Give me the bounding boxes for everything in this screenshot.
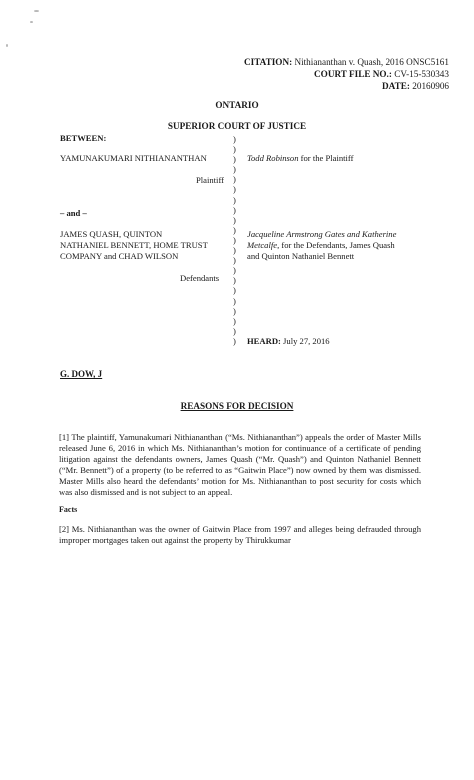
date-label: DATE: (382, 81, 410, 91)
defendant-counsel-rest-2: , for the Defendants, James Quash (277, 240, 395, 250)
parenthesis-mark: ) (233, 315, 236, 326)
parenthesis-mark: ) (233, 295, 236, 306)
paragraph-2: [2] Ms. Nithiananthan was the owner of Gaitwin Place from 1997 and alleges being defrauded through improper mortgages taken out against the property by Thirukkumar (59, 524, 421, 546)
and-separator: – and – (60, 208, 87, 218)
citation-value: Nithiananthan v. Quash, 2016 ONSC5161 (292, 57, 449, 67)
province-heading: ONTARIO (215, 100, 259, 110)
paragraph-1: [1] The plaintiff, Yamunakumari Nithiananthan (“Ms. Nithiananthan”) appeals the order of Master Mills released June 6, 2016 in which Ms. Nithiananthan’s motion for continuance of a certificate of pending litigation against the defendants owners, James Quash (“Mr. Quash”) and Quinton Nathaniel Bennett (“Mr. Bennett”) of a property (to be referred to as “Gaitwin Place”) now owned by them was dismissed. Master Mills also heard the defendants’ motion for Ms. Nithiananthan to post security for costs which was also dismissed and is not subject to an appeal. (59, 432, 421, 498)
parenthesis-mark: ) (233, 224, 236, 235)
date-line (382, 80, 449, 92)
parenthesis-mark: ) (233, 275, 236, 286)
defendants-line-2: NATHANIEL BENNETT, HOME TRUST (60, 240, 208, 250)
defendant-counsel-name-2: Metcalfe (247, 240, 278, 250)
date-value: 20160906 (409, 81, 449, 91)
parenthesis-mark: ) (233, 305, 236, 316)
parenthesis-mark: ) (233, 164, 236, 175)
parenthesis-mark: ) (233, 265, 236, 276)
parenthesis-mark: ) (233, 214, 236, 225)
parenthesis-mark: ) (233, 285, 236, 296)
scan-speck (30, 21, 33, 23)
between-label: BETWEEN: (60, 133, 107, 143)
defendant-counsel-line-1: Jacqueline Armstrong Gates and Katherine (247, 229, 397, 239)
citation-label: CITATION: (243, 57, 293, 67)
court-name-heading: SUPERIOR COURT OF JUSTICE (167, 121, 307, 131)
scan-speck (6, 44, 8, 47)
defendant-counsel-line-2 (247, 240, 395, 251)
heard-label: HEARD: (247, 336, 281, 346)
plaintiff-counsel-rest: for the Plaintiff (298, 153, 354, 163)
heard-value: July 27, 2016 (280, 336, 330, 346)
parenthesis-mark: ) (233, 194, 236, 205)
plaintiff-counsel-name: Todd Robinson (247, 153, 299, 163)
parenthesis-mark: ) (233, 184, 236, 195)
plaintiff-role: Plaintiff (196, 175, 225, 185)
defendant-counsel-line-3: and Quinton Nathaniel Bennett (247, 251, 355, 261)
heard-line (247, 336, 330, 347)
parenthesis-mark: ) (233, 154, 236, 165)
reasons-title: REASONS FOR DECISION (180, 401, 294, 411)
court-file-label: COURT FILE NO.: (314, 69, 392, 79)
facts-heading: Facts (59, 505, 78, 514)
defendants-line-1: JAMES QUASH, QUINTON (60, 229, 163, 239)
defendants-line-3: COMPANY and CHAD WILSON (60, 251, 179, 261)
citation-line (244, 56, 449, 68)
parenthesis-mark: ) (233, 144, 236, 155)
parenthesis-mark: ) (233, 255, 236, 266)
judge-name: G. DOW, J (60, 369, 103, 379)
court-file-line (314, 68, 449, 80)
parenthesis-column (233, 134, 241, 346)
parenthesis-mark: ) (233, 335, 236, 346)
parenthesis-mark: ) (233, 204, 236, 215)
court-file-value: CV-15-530343 (391, 69, 449, 79)
parenthesis-mark: ) (233, 325, 236, 336)
plaintiff-name: YAMUNAKUMARI NITHIANANTHAN (60, 153, 207, 163)
parenthesis-mark: ) (233, 234, 236, 245)
parenthesis-mark: ) (233, 134, 236, 144)
defendants-role: Defendants (180, 273, 220, 283)
scan-speck (34, 10, 39, 12)
parenthesis-mark: ) (233, 174, 236, 185)
plaintiff-counsel (247, 153, 353, 164)
parenthesis-mark: ) (233, 245, 236, 256)
